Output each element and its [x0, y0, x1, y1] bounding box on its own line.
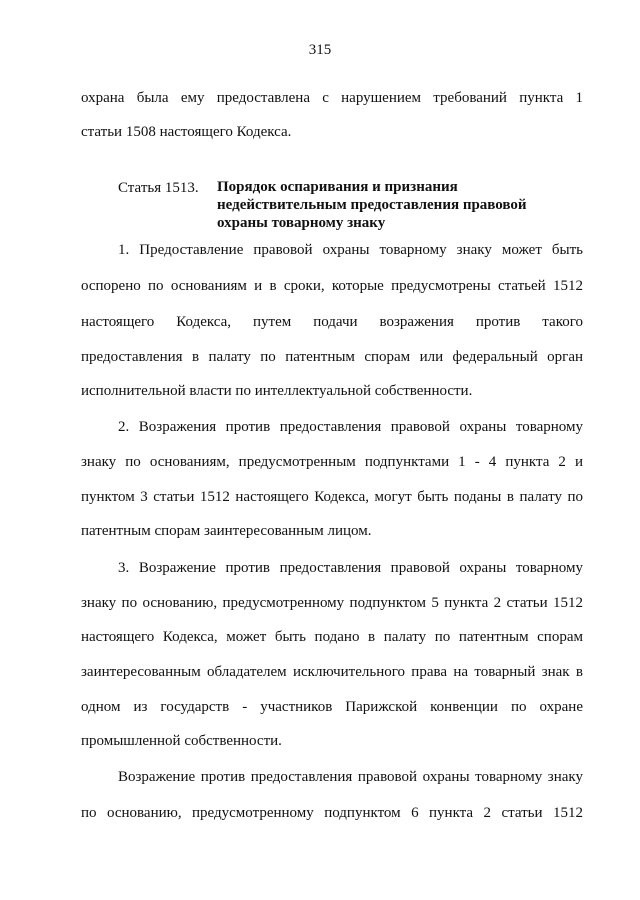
p3-line-5: одном из государств - участников Парижской конвенции по охране — [81, 699, 583, 715]
intro-line-2: статьи 1508 настоящего Кодекса. — [81, 124, 292, 140]
p4-line-2: по основанию, предусмотренному подпунктом 6 пункта 2 статьи 1512 — [81, 805, 583, 821]
p2-line-4: патентным спорам заинтересованным лицом. — [81, 523, 372, 539]
p3-line-1: 3. Возражение против предоставления правовой охраны товарному — [118, 560, 583, 576]
page-number: 315 — [308, 42, 332, 58]
p3-line-4: заинтересованным обладателем исключительного права на товарный знак в — [81, 664, 583, 680]
article-title-line-3: охраны товарному знаку — [217, 215, 386, 231]
p2-line-2: знаку по основаниям, предусмотренным подпунктами 1 - 4 пункта 2 и — [81, 454, 583, 470]
article-label: Статья 1513. — [118, 180, 199, 196]
p3-line-6: промышленной собственности. — [81, 733, 282, 749]
p1-line-4: предоставления в палату по патентным спорам или федеральный орган — [81, 349, 583, 365]
p1-line-1: 1. Предоставление правовой охраны товарному знаку может быть — [118, 242, 583, 258]
article-title — [217, 178, 547, 232]
p1-line-5: исполнительной власти по интеллектуальной собственности. — [81, 383, 473, 399]
p2-line-1: 2. Возражения против предоставления правовой охраны товарному — [118, 419, 583, 435]
p2-line-3: пунктом 3 статьи 1512 настоящего Кодекса, могут быть поданы в палату по — [81, 489, 583, 505]
article-title-line-1: Порядок оспаривания и признания — [217, 179, 458, 195]
p3-line-3: настоящего Кодекса, может быть подано в палату по патентным спорам — [81, 629, 583, 645]
article-title-line-2: недействительным предоставления правовой — [217, 197, 527, 213]
p3-line-2: знаку по основанию, предусмотренному подпунктом 5 пункта 2 статьи 1512 — [81, 595, 583, 611]
intro-line-1: охрана была ему предоставлена с нарушением требований пункта 1 — [81, 90, 583, 106]
p1-line-2: оспорено по основаниям и в сроки, которые предусмотрены статьей 1512 — [81, 278, 583, 294]
p1-line-3: настоящего Кодекса, путем подачи возражения против такого — [81, 314, 583, 330]
p4-line-1: Возражение против предоставления правовой охраны товарному знаку — [118, 769, 583, 785]
